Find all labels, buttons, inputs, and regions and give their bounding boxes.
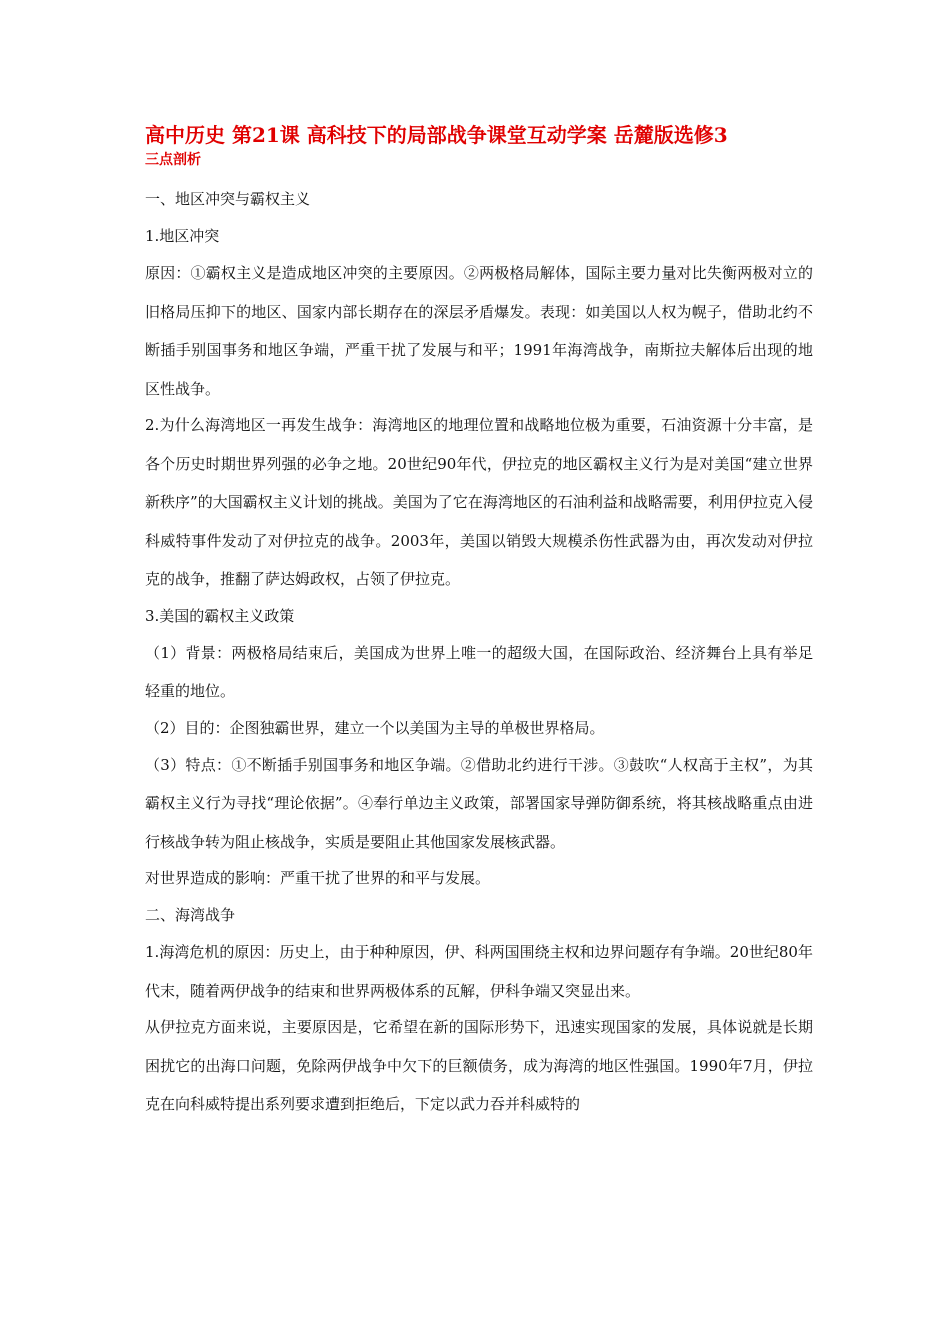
paragraph: 原因：①霸权主义是造成地区冲突的主要原因。②两极格局解体，国际主要力量对比失衡两极对立的旧格局压抑下的地区、国家内部长期存在的深层矛盾爆发。表现：如美国以人权为幌子，借助北约不断插手别国事务和地区争端，严重干扰了发展与和平；1991年海湾战争，南斯拉夫解体后出现的地区性战争。	[145, 264, 813, 398]
subsection-heading: 1.地区冲突	[145, 227, 220, 245]
paragraph: （1）背景：两极格局结束后，美国成为世界上唯一的超级大国，在国际政治、经济舞台上具有举足轻重的地位。	[145, 643, 813, 700]
paragraph: 2.为什么海湾地区一再发生战争：海湾地区的地理位置和战略地位极为重要，石油资源十分丰富，是各个历史时期世界列强的必争之地。20世纪90年代，伊拉克的地区霸权主义行为是对美国“建立世界新秩序”的大国霸权主义计划的挑战。美国为了它在海湾地区的石油利益和战略需要，利用伊拉克入侵科威特事件发动了对伊拉克的战争。2003年，美国以销毁大规模杀伤性武器为由，再次发动对伊拉克的战争，推翻了萨达姆政权，占领了伊拉克。	[145, 416, 813, 588]
document-body	[145, 185, 813, 1127]
paragraph: （2）目的：企图独霸世界，建立一个以美国为主导的单极世界格局。	[145, 718, 605, 737]
section-heading: 二、海湾战争	[145, 906, 236, 924]
paragraph: 1.海湾危机的原因：历史上，由于种种原因，伊、科两国围绕主权和边界问题存有争端。20世纪80年代末，随着两伊战争的结束和世界两极体系的瓦解，伊科争端又突显出来。	[145, 943, 813, 1000]
paragraph: 对世界造成的影响：严重干扰了世界的和平与发展。	[145, 869, 491, 887]
section-subtitle: 三点剖析	[145, 152, 201, 168]
subsection-heading: 3.美国的霸权主义政策	[145, 606, 295, 625]
document-title: 高中历史 第21课 高科技下的局部战争课堂互动学案 岳麓版选修3	[145, 123, 728, 147]
paragraph: （3）特点：①不断插手别国事务和地区争端。②借助北约进行干涉。③鼓吹“人权高于主权”，为其霸权主义行为寻找“理论依据”。④奉行单边主义政策，部署国家导弹防御系统，将其核战略重点由进行核战争转为阻止核战争，实质是要阻止其他国家发展核武器。	[145, 755, 813, 851]
section-heading: 一、地区冲突与霸权主义	[145, 190, 311, 208]
paragraph: 从伊拉克方面来说，主要原因是，它希望在新的国际形势下，迅速实现国家的发展，具体说就是长期困扰它的出海口问题，免除两伊战争中欠下的巨额债务，成为海湾的地区性强国。1990年7月，伊拉克在向科威特提出系列要求遭到拒绝后，下定以武力吞并科威特的	[145, 1018, 813, 1113]
